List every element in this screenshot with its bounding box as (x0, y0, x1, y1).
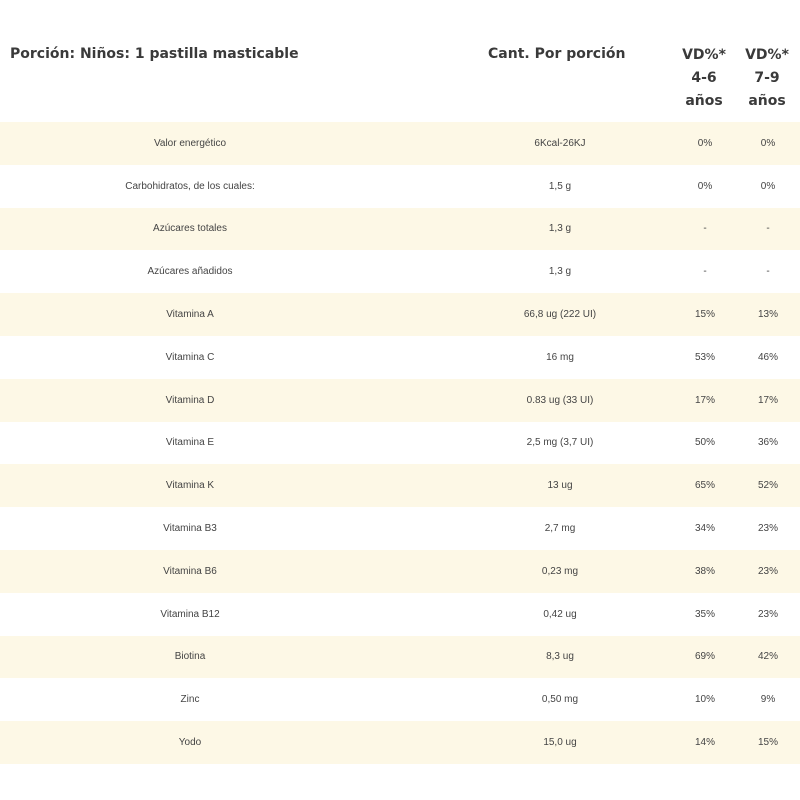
table-row (0, 507, 800, 550)
vd-4-6-value: - (703, 223, 707, 235)
vd-7-9-value: 15% (757, 737, 778, 749)
nutrient-amount: 0,50 mg (541, 694, 579, 706)
nutrient-amount: 0.83 ug (33 UI) (526, 394, 594, 406)
nutrient-name: Yodo (178, 737, 202, 749)
vd-4-6-heading-line: 4-6 (691, 70, 717, 86)
nutrient-name: Zinc (180, 694, 200, 706)
vd-4-6-heading (666, 44, 742, 113)
vd-7-9-value: 23% (757, 608, 778, 620)
nutrient-name: Vitamina C (165, 351, 215, 363)
nutrient-amount: 0,42 ug (543, 608, 577, 620)
vd-4-6-value: 35% (694, 608, 715, 620)
vd-4-6-value: 0% (697, 137, 713, 149)
vd-7-9-heading-line: VD%* (745, 47, 789, 63)
nutrient-name: Vitamina D (165, 394, 215, 406)
nutrient-name: Valor energético (153, 137, 227, 149)
vd-4-6-value: 34% (694, 523, 715, 535)
nutrient-amount: 13 ug (547, 480, 573, 492)
vd-4-6-value: 14% (694, 737, 715, 749)
table-row (0, 678, 800, 721)
table-row (0, 422, 800, 465)
vd-4-6-heading-line: años (685, 93, 723, 109)
vd-4-6-value: 15% (694, 309, 715, 321)
vd-7-9-value: 36% (757, 437, 778, 449)
vd-7-9-value: 42% (757, 651, 778, 663)
vd-4-6-value: 50% (694, 437, 715, 449)
vd-7-9-heading-line: 7-9 (754, 70, 780, 86)
nutrient-amount: 66,8 ug (222 UI) (523, 309, 597, 321)
table-row (0, 336, 800, 379)
vd-7-9-value: 17% (757, 394, 778, 406)
vd-7-9-value: 46% (757, 351, 778, 363)
vd-4-6-value: 69% (694, 651, 715, 663)
nutrient-amount: 16 mg (546, 351, 574, 363)
nutrient-name: Azúcares totales (153, 223, 227, 235)
amount-heading: Cant. Por porción (488, 46, 626, 62)
vd-7-9-value: 0% (760, 137, 776, 149)
table-row (0, 293, 800, 336)
nutrient-amount: 2,7 mg (544, 523, 576, 535)
nutrient-amount: 2,5 mg (3,7 UI) (526, 437, 594, 449)
nutrient-name: Biotina (174, 651, 206, 663)
nutrient-name: Azúcares añadidos (147, 266, 233, 278)
vd-7-9-value: 13% (757, 309, 778, 321)
table-row (0, 464, 800, 507)
vd-4-6-value: 65% (694, 480, 715, 492)
vd-7-9-value: 52% (757, 480, 778, 492)
vd-4-6-value: - (703, 266, 707, 278)
vd-4-6-heading-line: VD%* (682, 47, 726, 63)
nutrient-amount: 1,3 g (548, 266, 572, 278)
table-header (0, 0, 800, 122)
vd-7-9-heading-line: años (748, 93, 786, 109)
nutrient-amount: 0,23 mg (541, 565, 579, 577)
nutrient-amount: 8,3 ug (546, 651, 574, 663)
vd-7-9-value: 0% (760, 180, 776, 192)
table-row (0, 379, 800, 422)
portion-heading: Porción: Niños: 1 pastilla masticable (10, 46, 299, 62)
nutrient-name: Vitamina B12 (160, 608, 220, 620)
nutrient-amount: 15,0 ug (543, 737, 577, 749)
table-row (0, 250, 800, 293)
table-row (0, 593, 800, 636)
nutrient-amount: 1,5 g (548, 180, 572, 192)
vd-4-6-value: 38% (694, 565, 715, 577)
vd-7-9-value: 23% (757, 523, 778, 535)
nutrition-table (0, 122, 800, 764)
vd-7-9-value: - (766, 223, 770, 235)
vd-4-6-value: 53% (694, 351, 715, 363)
table-row (0, 208, 800, 251)
table-row (0, 636, 800, 679)
vd-7-9-heading (734, 44, 800, 113)
table-row (0, 122, 800, 165)
table-row (0, 165, 800, 208)
table-row (0, 550, 800, 593)
vd-4-6-value: 0% (697, 180, 713, 192)
vd-4-6-value: 17% (694, 394, 715, 406)
nutrient-name: Vitamina K (165, 480, 215, 492)
nutrient-amount: 1,3 g (548, 223, 572, 235)
nutrient-name: Vitamina B6 (163, 565, 217, 577)
nutrient-name: Vitamina B3 (163, 523, 217, 535)
nutrient-name: Carbohidratos, de los cuales: (125, 180, 255, 192)
nutrient-amount: 6Kcal-26KJ (534, 137, 586, 149)
table-row (0, 721, 800, 764)
nutrient-name: Vitamina A (166, 309, 214, 321)
nutrient-name: Vitamina E (165, 437, 215, 449)
vd-4-6-value: 10% (694, 694, 715, 706)
vd-7-9-value: 23% (757, 565, 778, 577)
vd-7-9-value: 9% (760, 694, 776, 706)
vd-7-9-value: - (766, 266, 770, 278)
